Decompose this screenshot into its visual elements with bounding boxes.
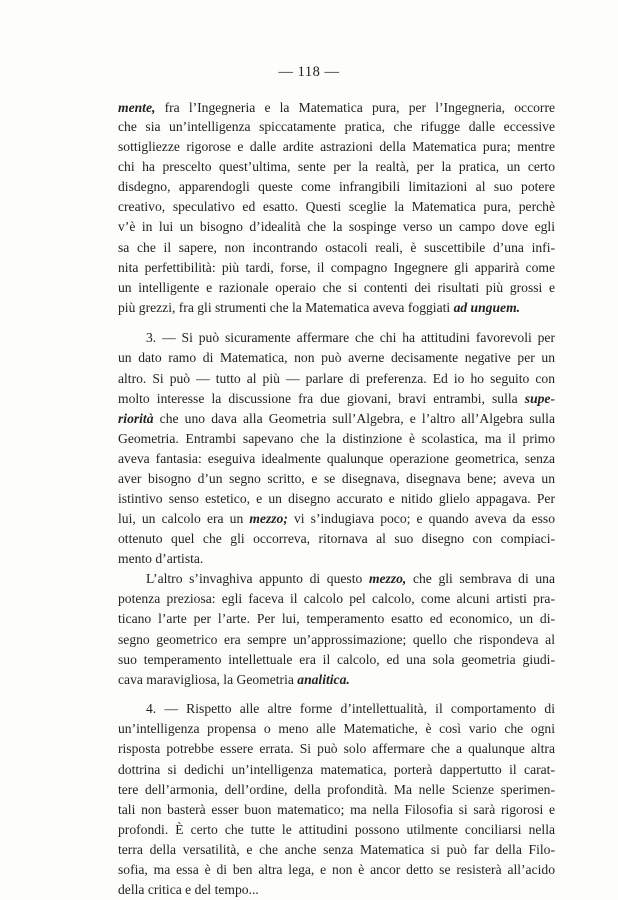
text-line bbox=[118, 860, 555, 880]
text-span: terra della versatilità, e che anche senza Matematica si può far della Filo- bbox=[118, 841, 555, 857]
text-span: un’intelligenza propensa o meno alle Matematiche, è così vario che ogni bbox=[118, 721, 555, 737]
text-span: ticano l’arte per l’arte. Per lui, temperamento esatto ed economico, un di- bbox=[118, 611, 555, 627]
text-span: cava maravigliosa, la Geometria bbox=[118, 671, 298, 687]
text-span: lui, un calcolo era un bbox=[118, 511, 250, 527]
text-line bbox=[118, 177, 555, 197]
text-span: profondi. È certo che tutte le attitudini possono utilmente conciliarsi nella bbox=[118, 821, 555, 837]
text-span: 4. — Rispetto alle altre forme d’intellettualità, il comportamento di bbox=[146, 701, 555, 717]
text-line bbox=[118, 137, 555, 157]
text-span: che sia un’intelligenza spiccatamente pratica, che rifugge dalle eccessive bbox=[118, 119, 555, 135]
text-span: segno geometrico era sempre un’approssimazione; quello che rispondeva al bbox=[118, 631, 555, 647]
text-line bbox=[118, 409, 555, 429]
text-line bbox=[118, 800, 555, 820]
page-number: — 118 — bbox=[278, 64, 340, 80]
text-line bbox=[118, 469, 555, 489]
text-span: sofia, ma essa è di ben altra lega, e non è ancor detto se resisterà all’acido bbox=[118, 861, 555, 877]
text-span: nita perfettibilità: più tardi, forse, il compagno Ingegnere gli apparirà come bbox=[118, 259, 555, 275]
text-span: v’è in lui un bisogno d’idealità che la sospinge verso un campo dove egli bbox=[118, 219, 555, 235]
italic-text: mezzo, bbox=[368, 571, 407, 587]
text-span: sottigliezze rigorose e dalle ardite astrazioni della Matematica pura; mentre bbox=[118, 139, 555, 155]
text-line bbox=[118, 348, 555, 368]
text-line bbox=[118, 630, 555, 650]
text-line bbox=[118, 258, 555, 278]
text-span: un intelligente e razionale operaio che si contenti dei risultati più grossi e bbox=[118, 279, 555, 295]
text-span: che uno dava alla Geometria sull’Algebra, e l’altro all’Algebra sulla bbox=[153, 410, 555, 426]
text-span: vi s’indugiava poco; e quando aveva da esso bbox=[287, 511, 555, 527]
italic-text: mezzo; bbox=[249, 511, 288, 527]
text-span: risposta potrebbe essere errata. Si può solo affermare che a qualunque altra bbox=[118, 741, 555, 757]
text-span: ottenuto quel che gli occorreva, ritornava al suo disegno con compiaci- bbox=[118, 531, 555, 547]
text-line bbox=[118, 98, 555, 118]
text-line bbox=[146, 569, 555, 589]
text-span: chi ha prescelto quest’ultima, sente per la realtà, per la pratica, un certo bbox=[118, 159, 555, 175]
text-span: fra l’Ingegneria e la Matematica pura, per l’Ingegneria, occorre bbox=[155, 100, 555, 115]
italic-text: ad unguem. bbox=[453, 299, 521, 315]
text-line bbox=[118, 197, 555, 217]
italic-text: analitica. bbox=[297, 671, 350, 687]
text-line bbox=[118, 840, 555, 860]
text-span: tere dell’armonia, dell’ordine, della profondità. Ma nelle Scienze sperimen- bbox=[118, 781, 555, 797]
text-line bbox=[146, 328, 555, 348]
text-span: aver bisogno d’un segno scritto, e se disegnava, disegnava bene; aveva un bbox=[118, 470, 555, 486]
text-span: molto interesse la discussione fra due giovani, bravi entrambi, sulla bbox=[118, 390, 525, 406]
text-span: mento d’artista. bbox=[118, 551, 204, 567]
text-line bbox=[118, 157, 555, 177]
text-span: 3. — Si può sicuramente affermare che chi ha attitudini favorevoli per bbox=[146, 330, 555, 346]
text-line bbox=[118, 238, 555, 258]
text-span: aveva fantasia: eseguiva idealmente qualunque operazione geometrica, senza bbox=[118, 450, 555, 466]
text-line bbox=[118, 389, 555, 409]
text-line bbox=[118, 449, 555, 469]
text-span: L’altro s’invaghiva appunto di questo bbox=[146, 571, 369, 587]
text-span: più grezzi, fra gli strumenti che la Matematica aveva foggiati bbox=[118, 299, 454, 315]
text-line bbox=[118, 589, 555, 609]
text-span: che gli sembrava di una bbox=[406, 571, 555, 587]
text-span: altro. Si può — tutto al più — parlare di preferenza. Ed io ho seguito con bbox=[118, 370, 555, 386]
text-span: istintivo senso estetico, e un disegno accurato e nitido glielo appagava. Per bbox=[118, 491, 555, 506]
text-span: disdegno, apparendogli queste come infrangibili limitazioni al suo potere bbox=[118, 179, 555, 195]
text-line bbox=[118, 429, 555, 449]
text-line bbox=[118, 820, 555, 840]
text-line bbox=[118, 278, 555, 298]
text-span: un dato ramo di Matematica, non può averne decisamente negative per un bbox=[118, 350, 555, 366]
text-span: dottrina si dedichi un’intelligenza matematica, porterà dappertutto il carat- bbox=[118, 761, 555, 777]
text-span: suo temperamento intellettuale era il calcolo, ed una sola geometria giudi- bbox=[118, 651, 555, 667]
text-line bbox=[118, 780, 555, 800]
italic-text: riorità bbox=[118, 410, 154, 426]
text-line bbox=[118, 549, 555, 569]
text-line bbox=[118, 489, 555, 509]
text-line bbox=[118, 739, 555, 759]
text-line bbox=[118, 117, 555, 137]
text-line bbox=[118, 719, 555, 739]
text-span: della critica e del tempo... bbox=[118, 882, 259, 897]
text-line bbox=[118, 760, 555, 780]
text-line bbox=[118, 609, 555, 629]
text-line bbox=[118, 298, 555, 318]
italic-text: supe- bbox=[524, 390, 555, 406]
text-span: potenza preziosa: egli faceva il calcolo pel calcolo, come alcuni artisti pra- bbox=[118, 591, 555, 607]
text-line bbox=[118, 529, 555, 549]
text-line bbox=[118, 670, 555, 690]
text-line bbox=[118, 880, 555, 900]
text-line bbox=[118, 217, 555, 237]
italic-text: mente, bbox=[118, 100, 156, 115]
text-span: sa che il sapere, non incontrando ostacoli reali, è suscettibile d’una infi- bbox=[118, 239, 555, 255]
text-line bbox=[118, 509, 555, 529]
text-span: creativo, speculativo ed esatto. Questi sceglie la Matematica pura, perchè bbox=[118, 199, 555, 215]
text-span: Geometria. Entrambi sapevano che la distinzione è scolastica, ma il primo bbox=[118, 430, 555, 446]
text-line bbox=[146, 699, 555, 719]
text-line bbox=[118, 650, 555, 670]
text-line bbox=[118, 369, 555, 389]
text-span: tali non basterà esser buon matematico; ma nella Filosofia si sarà rigorosi e bbox=[118, 801, 555, 817]
